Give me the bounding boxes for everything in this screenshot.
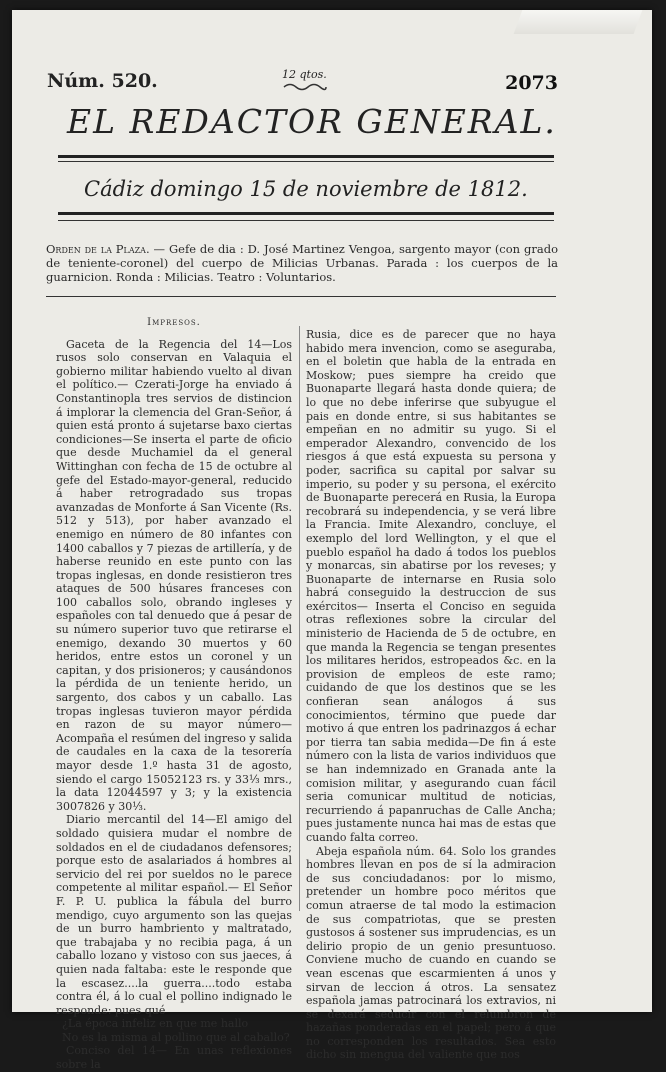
rule-mid	[58, 212, 554, 215]
page-number: 2073	[505, 72, 558, 94]
verse-line-1: ¿La época infeliz en que me hallo	[62, 1017, 249, 1031]
paragraph-gaceta: Gaceta de la Regencia del 14—Los rusos solo conservan en Valaquia el gobierno militar habiendo vuelto al divan el político.— Czerati-Jorge ha enviado á Constantinopla tres servios de distincion á implorar la clemencia del Gran-Señor, á quien está pronto á sujetarse baxo ciertas condiciones—Se inserta el parte de oficio que desde Muchamiel da el general Wittinghan con fecha de 15 de octubre al gefe del Estado-mayor-general, reducido á haber retrogradado sus tropas avanzadas de Monforte á San Vicente (Rs. 512 y 513), por haber avanzado el enemigo en número de 80 infantes con 1400 caballos y 7 piezas de artillería, y de haberse reunido en este punto con las tropas inglesas, en donde resistieron tres ataques de 500 húsares franceses con 100 caballos solo, obrando ingleses y españoles con tal denuedo que á pesar de su número superior tuvo que retirarse el enemigo, dexando 30 muertos y 60 heridos, entre estos un coronel y un capitan, y dos prisioneros; y causándonos la pérdida de un teniente herido, un sargento, dos cabos y un caballo. Las tropas inglesas tuvieron mayor pérdida en razon de su mayor número—Acompaña el resúmen del ingreso y salida de caudales en la caxa de la tesorería mayor desde 1.º hasta 31 de agosto, siendo el cargo 15052123 rs. y 33⅓ mrs., la data 12044597 y 3; y la existencia 3007826 y 30⅓.	[56, 337, 292, 813]
quire-mark: 12 qtos.	[282, 68, 327, 81]
left-column	[56, 316, 292, 1072]
right-column	[306, 328, 556, 1062]
plaza-order-notice	[46, 242, 558, 284]
newspaper-page	[12, 10, 652, 1072]
rule-mid-thin	[58, 220, 554, 221]
paragraph-rusia: Rusia, dice es de parecer que no haya habido mera invencion, como se aseguraba, en el boletin que habla de la entrada en Moskow; pues siempre ha creido que Buonaparte llegará hasta donde quiera; de lo que no debe inferirse que subyugue el pais en donde entre, si sus habitantes se empeñan en no admitir su yugo. Si el emperador Alexandro, convencido de los riesgos á que está expuesta su persona y poder, sacrifica su capital por salvar su imperio, su poder y su persona, el exército de Buonaparte perecerá en Rusia, la Europa recobrará su independencia, y se verá libre la Francia. Imite Alexandro, concluye, el exemplo del lord Wellington, y el que el pueblo español ha dado á todos los pueblos y monarcas, sin abatirse por los reveses; y Buonaparte de internarse en Rusia solo habrá conseguido la destruccion de sus exércitos— Inserta el Conciso en seguida otras reflexiones sobre la circular del ministerio de Hacienda de 5 de octubre, en que manda la Regencia se tengan presentes los militares heridos, estropeados &c. en la provision de empleos de este ramo; cuidando de que los destinos que se les confieran sean análogos á sus conocimientos, término que puede dar motivo á que entren los padrinazgos á echar por tierra tan sabia medida—De fin á este número con la lista de varios individuos que se han indemnizado en Granada ante la comision militar, y asegurando cuan fácil seria comunicar multitud de noticias, recurriendo á papanruchas de Calle Ancha; pues justamente nunca hai mas de estas que cuando falta correo.	[306, 328, 556, 844]
notice-text: — Gefe de dia : D. José Martinez Vengoa, sargento mayor (con grado de teniente-coronel) del cuerpo de Milicias Urbanas. Parada : los cuerpos de la guarnicion. Ronda : Milicias. Teatro : Voluntarios.	[46, 242, 558, 284]
paragraph-abeja: Abeja española núm. 64. Solo los grandes hombres llevan en pos de sí la admiracion de sus conciudadanos: por lo mismo, pretender un hombre poco méritos que comun atraerse de tal modo la estimacion de sus compatriotas, que se presten gustosos á sostener sus imprudencias, es un delirio propio de un genio presuntuoso. Conviene mucho de cuando en cuando se vean escenas que escarmienten á unos y sirvan de leccion á otros. La sensatez española jamas patrocinará los extravios, ni se dexará seducir con el relumbron de hazañas ponderadas en el papel; pero á que no corresponden los resultados. Sea esto dicho sin mengua del valiente que nos	[306, 844, 556, 1062]
folded-corner	[514, 10, 643, 34]
rule-top	[58, 155, 554, 158]
column-heading: Impresos.	[147, 317, 201, 328]
verse-line-2: No es la misma al pollino que al caballo?	[62, 1030, 290, 1044]
rule-notice	[46, 296, 556, 297]
notice-label: Orden de la Plaza.	[46, 242, 150, 256]
dateline: Cádiz domingo 15 de noviembre de 1812.	[84, 177, 528, 201]
paragraph-conciso: Conciso del 14— En unas reflexiones sobre la	[56, 1044, 292, 1072]
rule-top-thin	[58, 161, 554, 162]
masthead-title: EL REDACTOR GENERAL.	[67, 102, 557, 141]
column-divider	[299, 326, 300, 911]
issue-number: Núm. 520.	[47, 70, 158, 92]
paragraph-diario: Diario mercantil del 14—El amigo del soldado quisiera mudar el nombre de soldados en el de ciudadanos defensores; porque esto de asalariados á hombres al servicio del rei por sueldos no le parece competente al militar español.— El Señor F. P. U. publica la fábula del burro mendigo, cuyo argumento son las quejas de un burro hambriento y maltratado, que trabajaba y no recibia paga, á un caballo lozano y vistoso con sus jaeces, á quien nada faltaba: este le responde que la escasez....la guerra....todo estaba contra él, á lo cual el pollino indignado le responde: pues qué	[56, 813, 292, 1017]
flourish-ornament	[282, 82, 328, 92]
